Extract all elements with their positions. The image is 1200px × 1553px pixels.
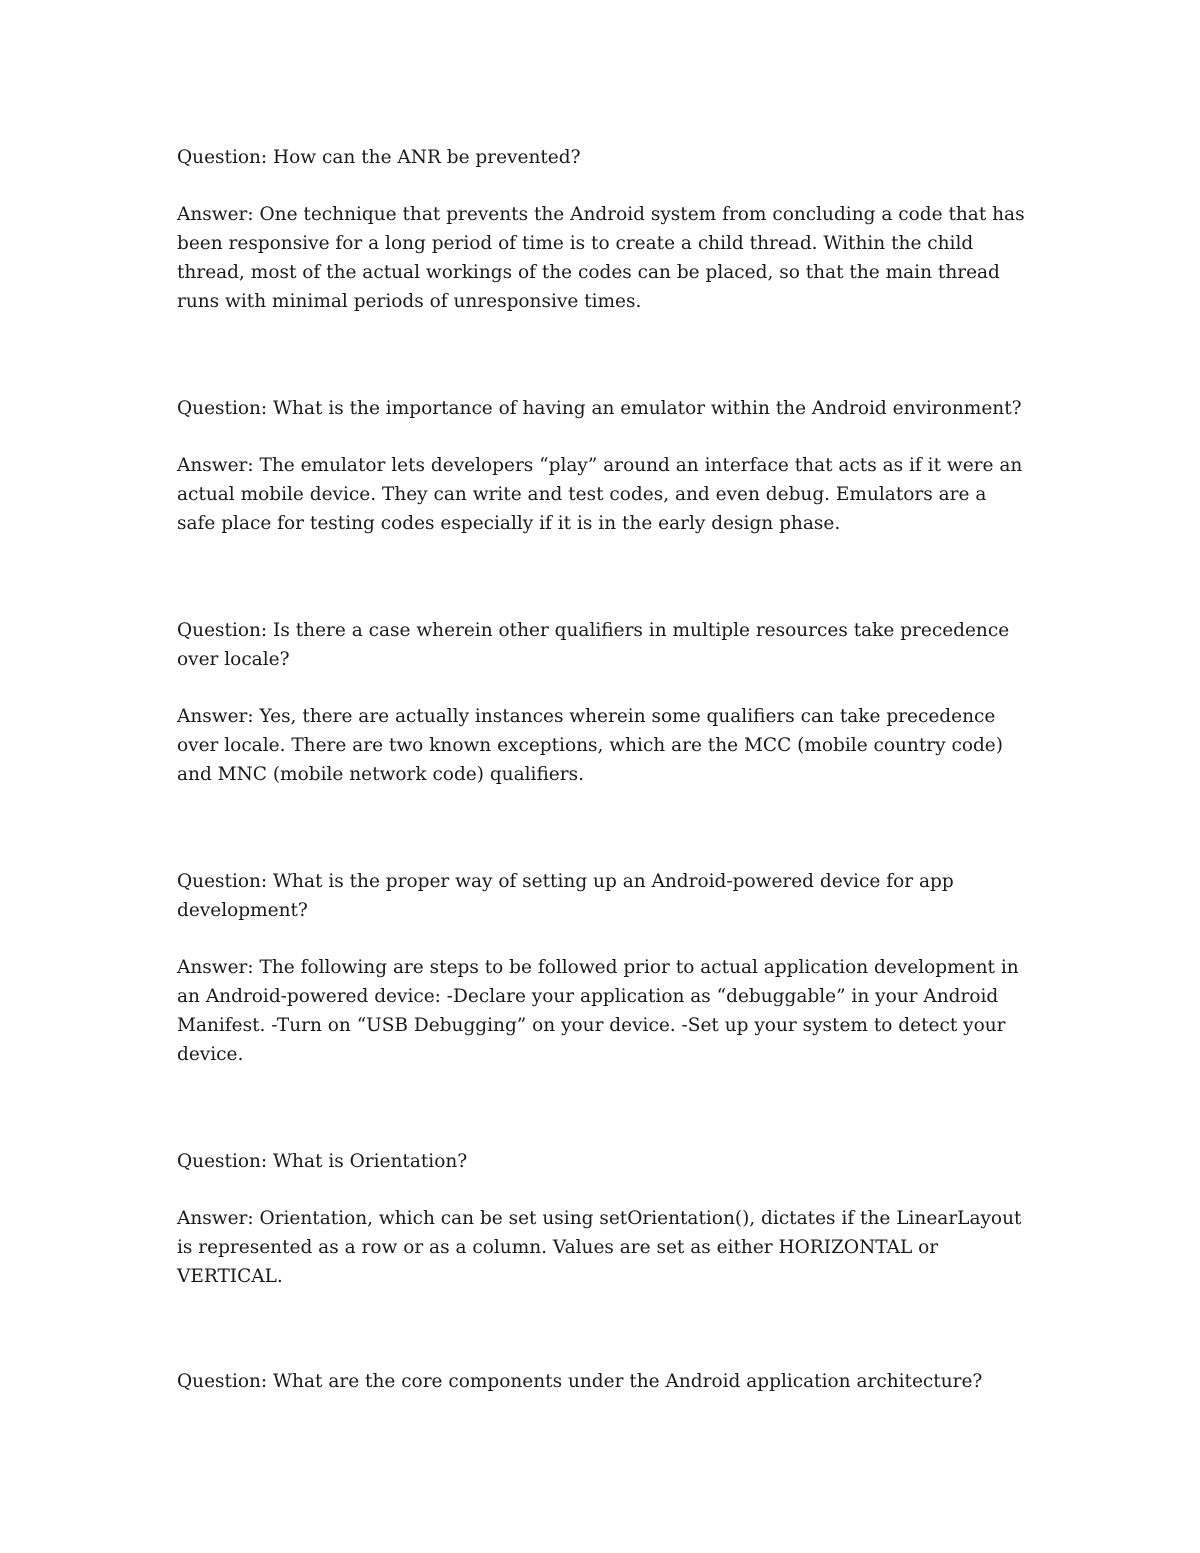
qa-item <box>177 867 1027 1069</box>
answer-text: Answer: One technique that prevents the Android system from concluding a code that has been responsive for a long period of time is to create a child thread. Within the child thread, most of the actual workings of the codes can be placed, so that the main thread runs with minimal periods of unresponsive times. <box>177 204 1025 312</box>
qa-item <box>177 394 1027 538</box>
answer-text: Answer: Yes, there are actually instances wherein some qualifiers can take precedence over locale. There are two known exceptions, which are the MCC (mobile country code) and MNC (mobile network code) qualifiers. <box>177 706 1003 785</box>
question-text: Question: What is the importance of having an emulator within the Android environment? <box>177 398 1022 419</box>
qa-item <box>177 143 1027 316</box>
question-text: Question: What is the proper way of setting up an Android-powered device for app development? <box>177 871 954 921</box>
answer-text: Answer: The following are steps to be followed prior to actual application development in an Android-powered device: -Declare your application as “debuggable” in your Android Manifest. -Turn on “USB Debugging” on your device. -Set up your system to detect your device. <box>177 957 1019 1065</box>
question-text: Question: How can the ANR be prevented? <box>177 147 581 168</box>
answer-text: Answer: The emulator lets developers “play” around an interface that acts as if it were an actual mobile device. They can write and test codes, and even debug. Emulators are a safe place for testing codes especially if it is in the early design phase. <box>177 455 1023 534</box>
qa-item <box>177 1367 1027 1396</box>
answer-text: Answer: Orientation, which can be set using setOrientation(), dictates if the LinearLayout is represented as a row or as a column. Values are set as either HORIZONTAL or VERTICAL. <box>177 1208 1022 1287</box>
qa-item <box>177 616 1027 789</box>
question-text: Question: Is there a case wherein other qualifiers in multiple resources take precedence over locale? <box>177 620 1010 670</box>
qa-item <box>177 1147 1027 1291</box>
question-text: Question: What is Orientation? <box>177 1151 468 1172</box>
document-body <box>177 143 1027 1396</box>
question-text: Question: What are the core components under the Android application architecture? <box>177 1371 983 1392</box>
